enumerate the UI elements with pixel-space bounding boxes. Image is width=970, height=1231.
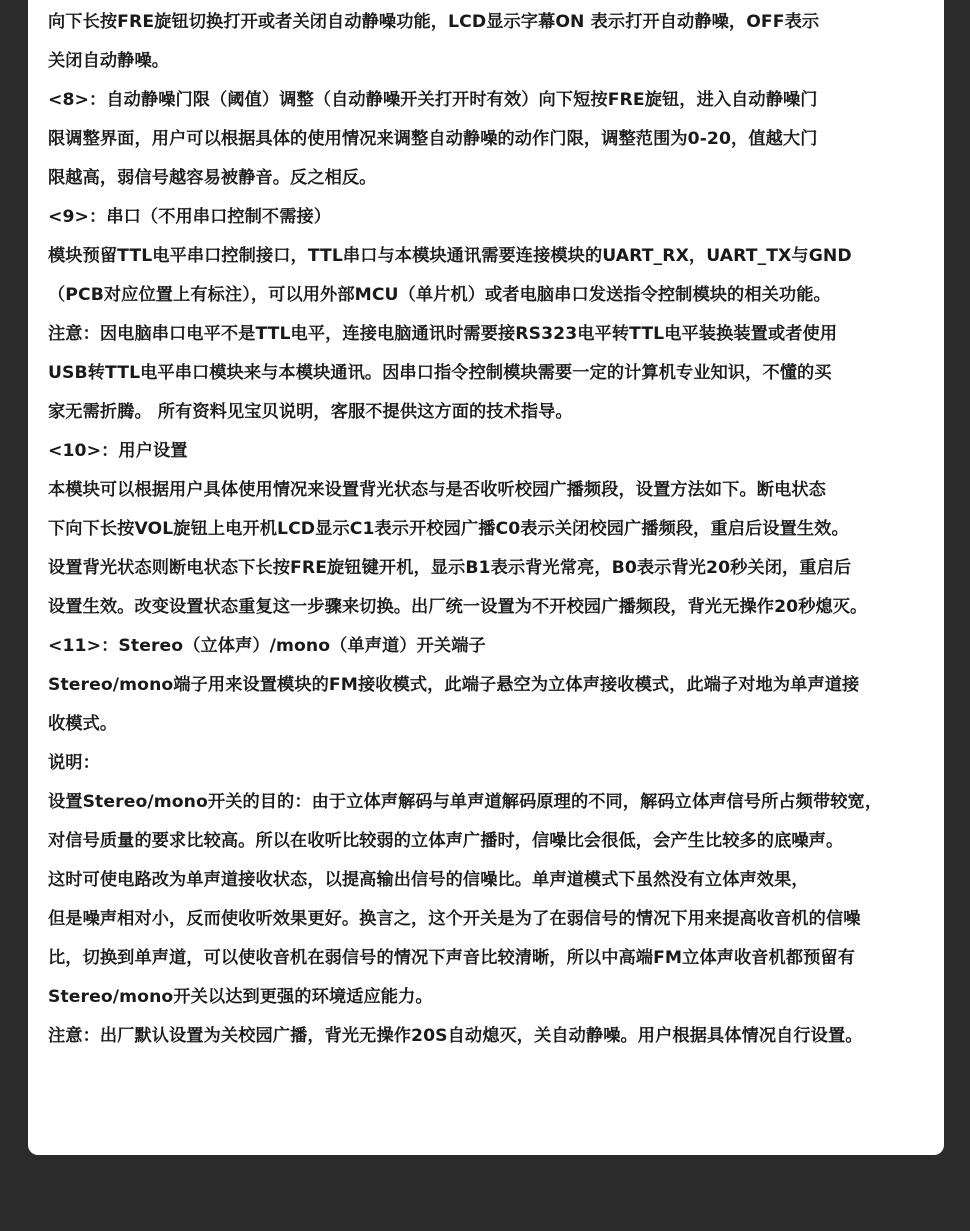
text-line: 收模式。 bbox=[48, 714, 118, 734]
section-heading-8: <8>：自动静噪门限（阈值）调整（自动静噪开关打开时有效）向下短按FRE旋钮，进入自动静噪门 bbox=[48, 90, 818, 110]
text-line: 比，切换到单声道，可以使收音机在弱信号的情况下声音比较清晰，所以中高端FM立体声收音机都预留有 bbox=[48, 948, 855, 968]
text-line: Stereo/mono端子用来设置模块的FM接收模式，此端子悬空为立体声接收模式，此端子对地为单声道接 bbox=[48, 675, 860, 695]
note-line: 注意：出厂默认设置为关校园广播，背光无操作20S自动熄灭，关自动静噪。用户根据具体情况自行设置。 bbox=[48, 1026, 863, 1046]
text-line: 限越高，弱信号越容易被静音。反之相反。 bbox=[48, 168, 377, 188]
section-heading-10: <10>：用户设置 bbox=[48, 441, 188, 461]
text-line: 下向下长按VOL旋钮上电开机LCD显示C1表示开校园广播C0表示关闭校园广播频段，重启后设置生效。 bbox=[48, 519, 849, 539]
text-line: 设置Stereo/mono开关的目的：由于立体声解码与单声道解码原理的不同，解码立体声信号所占频带较宽， bbox=[48, 792, 883, 812]
text-line: 这时可使电路改为单声道接收状态，以提高输出信号的信噪比。单声道模式下虽然没有立体声效果， bbox=[48, 870, 809, 890]
document-body bbox=[48, 6, 938, 1059]
text-line: 模块预留TTL电平串口控制接口，TTL串口与本模块通讯需要连接模块的UART_RX，UART_TX与GND bbox=[48, 246, 852, 266]
section-heading-9: <9>：串口（不用串口控制不需接） bbox=[48, 207, 332, 227]
text-line: 但是噪声相对小，反而使收听效果更好。换言之，这个开关是为了在弱信号的情况下用来提高收音机的信噪 bbox=[48, 909, 861, 929]
text-line: 家无需折腾。 所有资料见宝贝说明，客服不提供这方面的技术指导。 bbox=[48, 402, 573, 422]
document-card bbox=[28, 0, 944, 1155]
text-line: 关闭自动静噪。 bbox=[48, 51, 170, 71]
text-line: 限调整界面，用户可以根据具体的使用情况来调整自动静噪的动作门限，调整范围为0-20，值越大门 bbox=[48, 129, 818, 149]
explanation-heading: 说明： bbox=[48, 753, 100, 773]
text-line: （PCB对应位置上有标注），可以用外部MCU（单片机）或者电脑串口发送指令控制模块的相关功能。 bbox=[48, 285, 831, 305]
section-heading-11: <11>：Stereo（立体声）/mono（单声道）开关端子 bbox=[48, 636, 486, 656]
text-line: 向下长按FRE旋钮切换打开或者关闭自动静噪功能，LCD显示字幕ON 表示打开自动静噪，OFF表示 bbox=[48, 12, 820, 32]
text-line: 注意：因电脑串口电平不是TTL电平，连接电脑通讯时需要接RS323电平转TTL电平装换装置或者使用 bbox=[48, 324, 838, 344]
text-line: 设置生效。改变设置状态重复这一步骤来切换。出厂统一设置为不开校园广播频段，背光无操作20秒熄灭。 bbox=[48, 597, 868, 617]
text-line: USB转TTL电平串口模块来与本模块通讯。因串口指令控制模块需要一定的计算机专业知识，不懂的买 bbox=[48, 363, 832, 383]
text-line: 设置背光状态则断电状态下长按FRE旋钮键开机，显示B1表示背光常亮，B0表示背光20秒关闭，重启后 bbox=[48, 558, 852, 578]
text-line: Stereo/mono开关以达到更强的环境适应能力。 bbox=[48, 987, 433, 1007]
text-line: 本模块可以根据用户具体使用情况来设置背光状态与是否收听校园广播频段，设置方法如下。断电状态 bbox=[48, 480, 826, 500]
text-line: 对信号质量的要求比较高。所以在收听比较弱的立体声广播时，信噪比会很低，会产生比较多的底噪声。 bbox=[48, 831, 844, 851]
